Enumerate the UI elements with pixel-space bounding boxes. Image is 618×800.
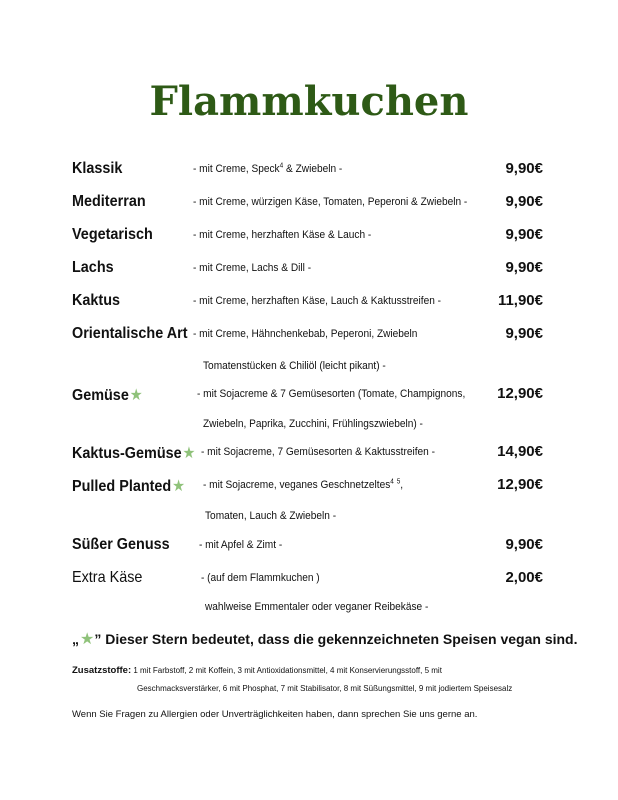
star-icon: ★ <box>80 631 95 648</box>
menu-item-description: - (auf dem Flammkuchen ) <box>201 572 320 584</box>
menu-item-name: Gemüse★ <box>72 387 143 404</box>
menu-item-description: - mit Sojacreme & 7 Gemüsesorten (Tomate, Champignons, <box>197 388 466 400</box>
menu-item-name: Vegetarisch <box>72 226 153 243</box>
menu-item-price: 9,90€ <box>505 226 543 243</box>
menu-item-orientalische-art <box>0 325 618 349</box>
additives-info-continued: Geschmacksverstärker, 6 mit Phosphat, 7 mit Stabilisator, 8 mit Süßungsmittel, 9 mit jodiertem Speisesalz <box>137 684 513 693</box>
menu-item-price: 11,90€ <box>497 292 543 309</box>
menu-item-name: Mediterran <box>72 193 146 210</box>
menu-item-kaktus-gemuese <box>0 443 618 467</box>
additives-info: Zusatzstoffe: 1 mit Farbstoff, 2 mit Koffein, 3 mit Antioxidationsmittel, 4 mit Konservierungsstoff, 5 mit <box>72 665 442 676</box>
menu-item-description: - mit Creme, Speck$^4$ & Zwiebeln - <box>193 162 343 175</box>
menu-item-extra-kaese <box>0 569 618 593</box>
menu-item-name: Extra Käse <box>72 569 143 586</box>
menu-item-description: - mit Creme, herzhaften Käse & Lauch - <box>193 229 372 241</box>
menu-item-name: Pulled Planted★ <box>72 478 186 495</box>
menu-item-klassik <box>0 160 618 184</box>
menu-item-vegetarisch <box>0 226 618 250</box>
menu-item-price: 9,90€ <box>505 259 543 276</box>
additives-label: Zusatzstoffe: <box>72 665 132 676</box>
menu-item-kaktus <box>0 292 618 316</box>
menu-item-price: 14,90€ <box>497 443 543 460</box>
menu-item-description: - mit Creme, herzhaften Käse, Lauch & Kaktusstreifen - <box>193 295 442 307</box>
menu-item-description: - mit Creme, würzigen Käse, Tomaten, Peperoni & Zwiebeln - <box>193 196 468 208</box>
menu-item-name: Kaktus-Gemüse★ <box>72 445 196 462</box>
menu-item-mediterran <box>0 193 618 217</box>
menu-item-price: 9,90€ <box>505 160 543 177</box>
menu-item-lachs <box>0 259 618 283</box>
menu-item-suesser-genuss <box>0 536 618 560</box>
menu-item-price: 9,90€ <box>505 325 543 342</box>
menu-item-price: 12,90€ <box>497 385 543 402</box>
menu-item-price: 9,90€ <box>505 536 543 553</box>
menu-item-description: - mit Creme, Hähnchenkebab, Peperoni, Zwiebeln <box>193 328 418 340</box>
page-title: Flammkuchen <box>149 78 469 125</box>
menu-item-name: Süßer Genuss <box>72 536 170 553</box>
allergy-note: Wenn Sie Fragen zu Allergien oder Unverträglichkeiten haben, dann sprechen Sie uns gerne an. <box>72 709 478 720</box>
menu-item-description: - mit Sojacreme, veganes Geschnetzeltes$^4$ $^5$, <box>203 478 404 491</box>
menu-item-description: - mit Apfel & Zimt - <box>199 539 283 551</box>
menu-item-price: 12,90€ <box>497 476 543 493</box>
star-icon: ★ <box>172 478 186 495</box>
menu-item-name: Lachs <box>72 259 114 276</box>
menu-item-name: Orientalische Art <box>72 325 188 342</box>
star-icon: ★ <box>129 387 143 404</box>
menu-item-name: Klassik <box>72 160 123 177</box>
menu-item-price: 9,90€ <box>505 193 543 210</box>
star-icon: ★ <box>182 445 196 462</box>
vegan-note: „★” Dieser Stern bedeutet, dass die gekennzeichneten Speisen vegan sind. <box>72 631 578 648</box>
menu-item-description: - mit Sojacreme, 7 Gemüsesorten & Kaktusstreifen - <box>201 446 435 458</box>
menu-item-price: 2,00€ <box>505 569 543 586</box>
menu-item-gemuese <box>0 385 618 409</box>
menu-item-description: - mit Creme, Lachs & Dill - <box>193 262 312 274</box>
menu-item-pulled-planted <box>0 476 618 500</box>
menu-item-name: Kaktus <box>72 292 121 309</box>
